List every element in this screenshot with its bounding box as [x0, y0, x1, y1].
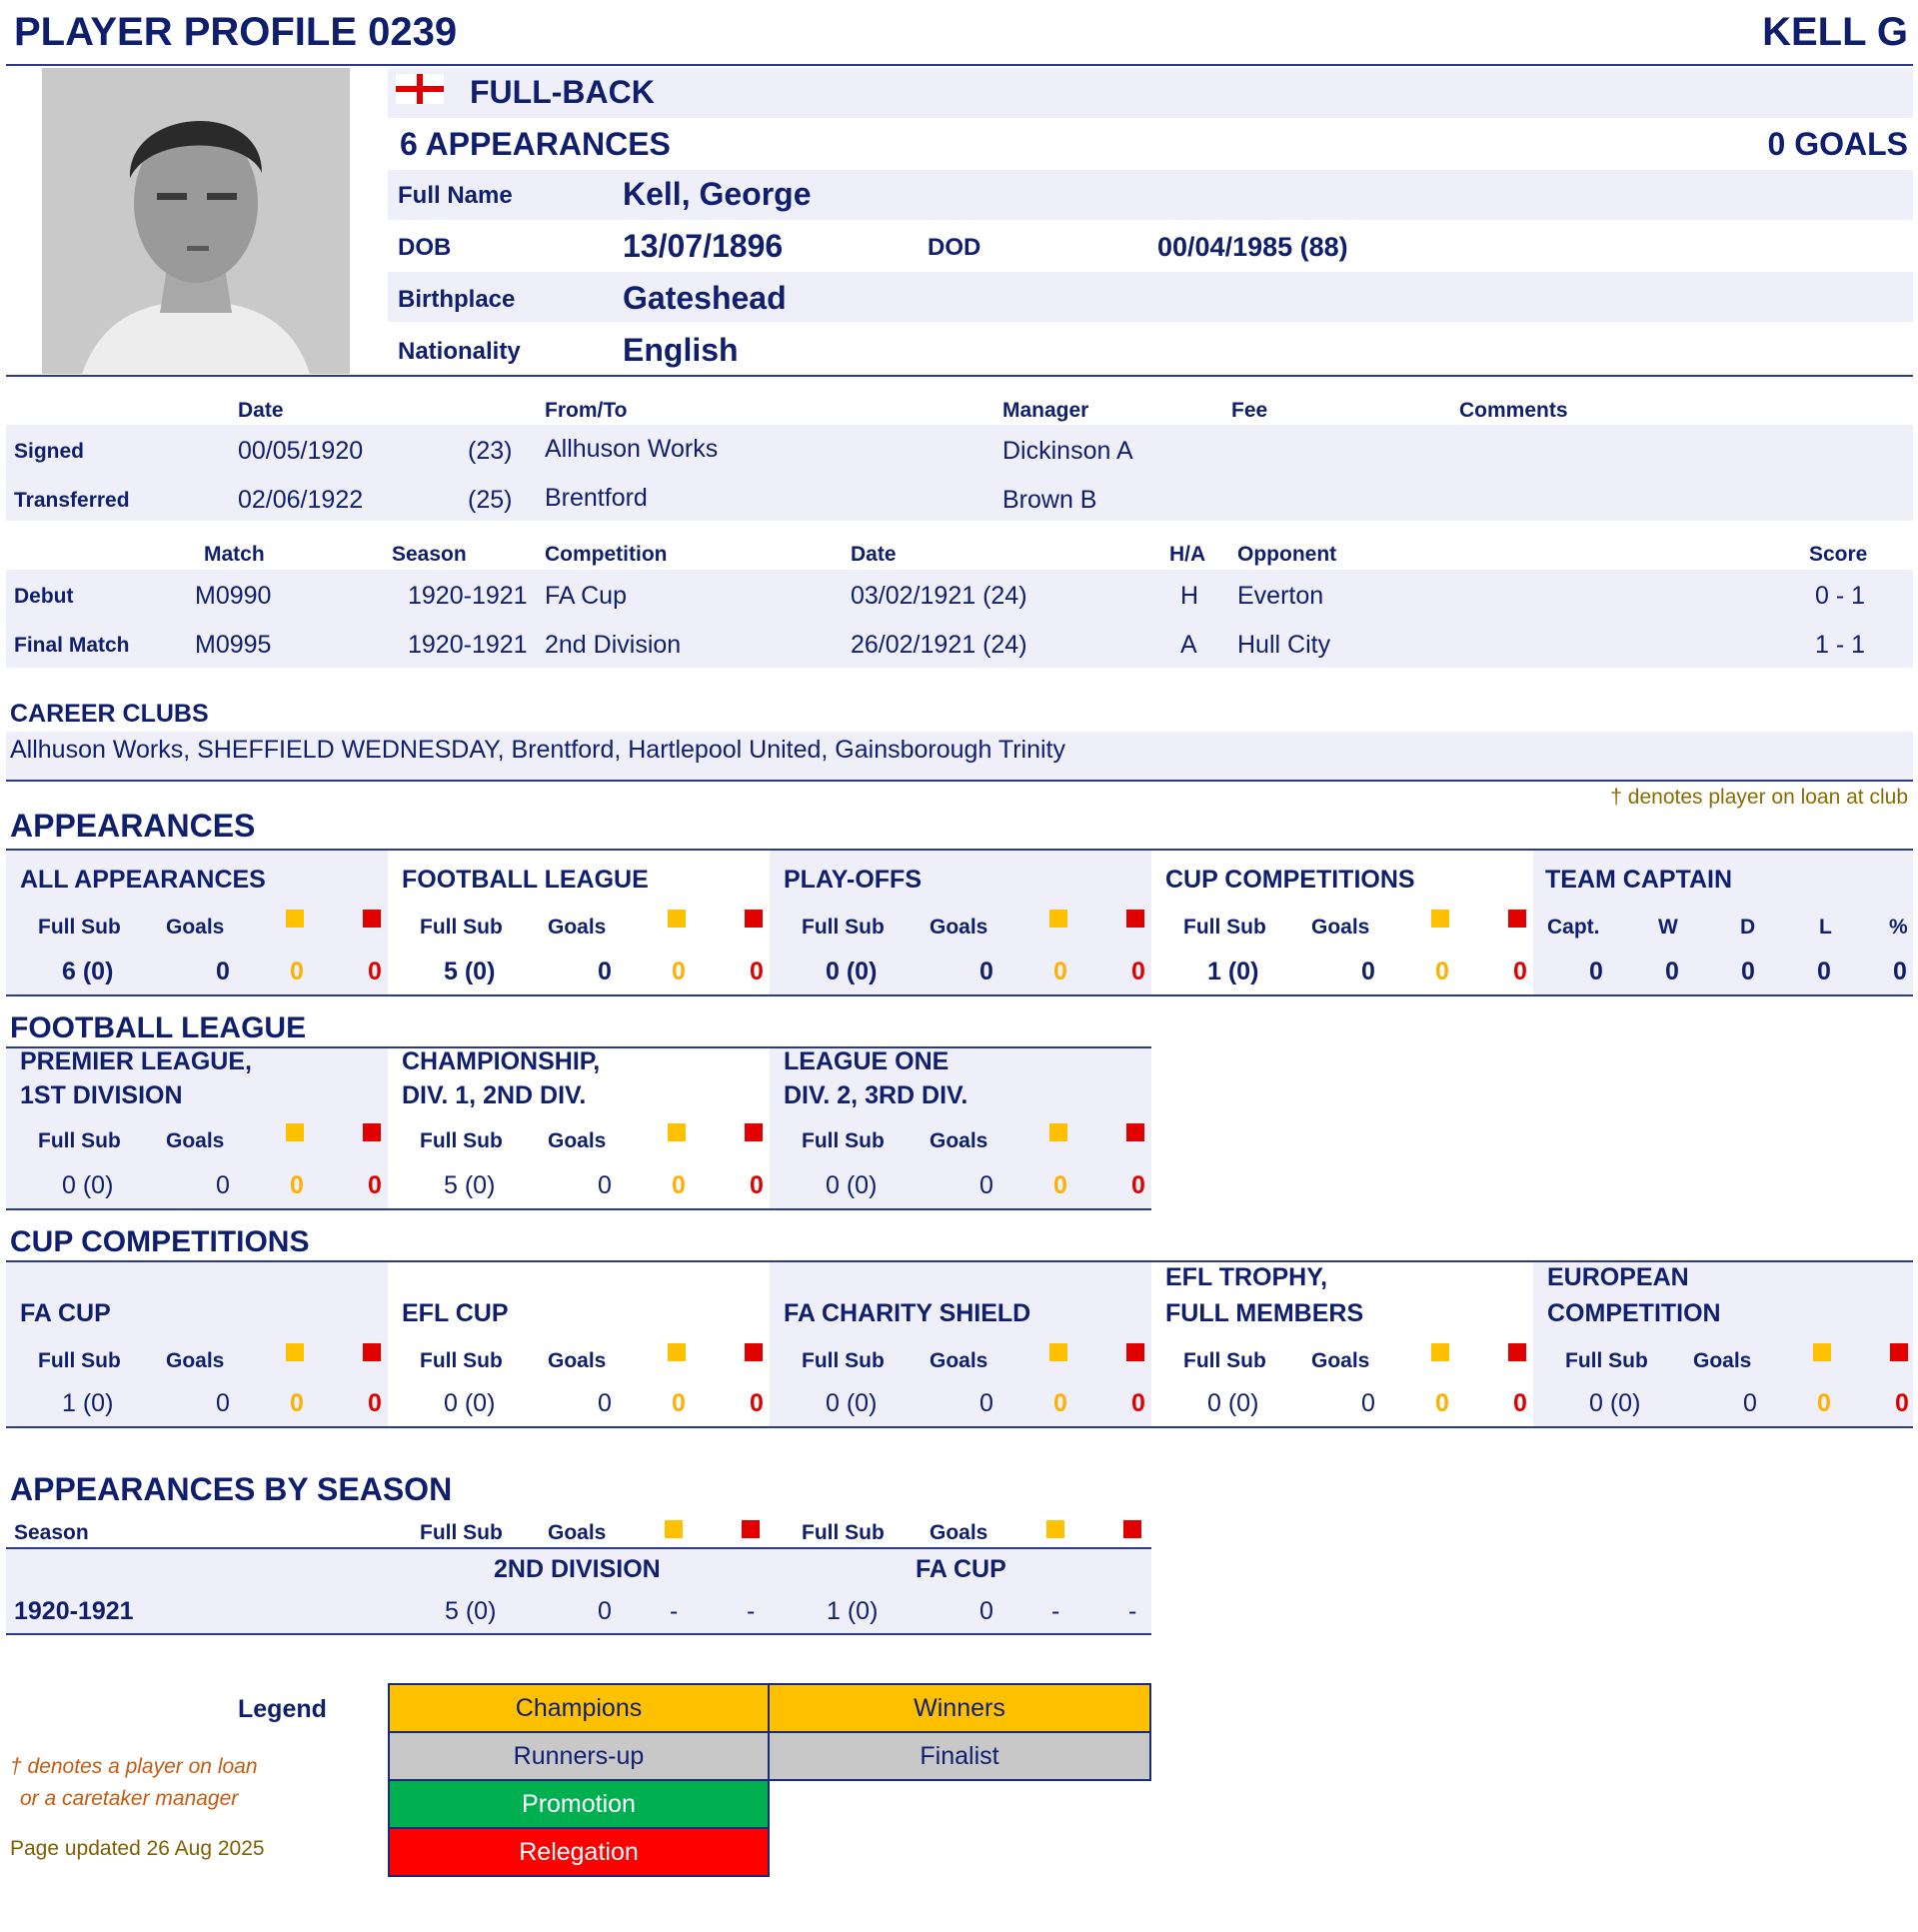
transfer-row-label: Signed	[14, 440, 85, 463]
goals-value: 0	[216, 1389, 230, 1417]
goals-value: 0	[979, 1389, 993, 1417]
red-cards-value: 0	[368, 1389, 382, 1417]
red-card-icon	[1126, 1123, 1144, 1141]
loan-note: † denotes player on loan at club	[1610, 786, 1908, 809]
cups-bottom-line	[6, 1426, 1913, 1428]
transfer-row-manager: Brown B	[1002, 486, 1097, 514]
red-card-icon	[745, 1123, 763, 1141]
fullsub-value: 0 (0)	[826, 1389, 878, 1417]
goals-value: 0	[598, 958, 612, 985]
match-row-id: M0990	[195, 582, 272, 610]
legend-champions-label: Champions	[515, 1693, 643, 1722]
red-card-icon	[745, 1343, 763, 1361]
match-row-season: 1920-1921	[408, 631, 528, 659]
fullsub-header: Full Sub	[802, 1129, 885, 1152]
page-title: PLAYER PROFILE 0239	[14, 10, 458, 54]
match-header-date: Date	[851, 543, 897, 566]
red-cards-value: 0	[1131, 958, 1145, 985]
red-cards-value: 0	[1895, 1389, 1909, 1417]
yellow-card-icon	[1049, 910, 1067, 928]
full-name-band	[388, 170, 1913, 220]
appearances-bottom-line	[6, 994, 1913, 996]
red-cards-value: 0	[368, 1171, 382, 1199]
birthplace-value: Gateshead	[623, 280, 787, 316]
full-name-value: Kell, George	[623, 176, 812, 212]
career-divider	[6, 780, 1913, 782]
transfer-row-club: Allhuson Works	[545, 435, 719, 463]
red-card-icon	[363, 1343, 381, 1361]
dod-label: DOD	[928, 234, 981, 261]
by-season-row-g1: 0	[598, 1597, 612, 1625]
by-season-fullsub-header: Full Sub	[802, 1521, 885, 1544]
goals-value: 0	[979, 1171, 993, 1199]
block-title: FULL MEMBERS	[1165, 1299, 1364, 1327]
yellow-cards-value: 0	[672, 1171, 686, 1199]
goals-value: 0	[216, 958, 230, 985]
goals-total: 0 GOALS	[1767, 126, 1908, 162]
by-season-row-r1: -	[747, 1597, 756, 1625]
transfer-header-date: Date	[238, 399, 284, 422]
full-name-label: Full Name	[398, 182, 513, 209]
block-title: PREMIER LEAGUE,	[20, 1047, 252, 1075]
transfer-row-manager: Dickinson A	[1002, 437, 1133, 465]
goals-header: Goals	[548, 916, 607, 939]
transfer-header-fee: Fee	[1231, 399, 1268, 422]
goals-value: 0	[979, 958, 993, 985]
transfer-row-age: (23)	[468, 437, 513, 465]
by-season-comp1: 2ND DIVISION	[494, 1555, 661, 1583]
nationality-label: Nationality	[398, 338, 521, 365]
yellow-card-icon	[1046, 1520, 1064, 1538]
goals-header: Goals	[930, 1129, 988, 1152]
yellow-card-icon	[668, 1123, 686, 1141]
match-row-label: Debut	[14, 585, 74, 608]
red-cards-value: 0	[368, 958, 382, 985]
career-clubs-list: Allhuson Works, SHEFFIELD WEDNESDAY, Brentford, Hartlepool United, Gainsborough Trinity	[10, 736, 1065, 764]
yellow-card-icon	[286, 1123, 304, 1141]
profile-divider	[6, 375, 1913, 377]
fullsub-header: Full Sub	[38, 1349, 121, 1372]
legend-relegation-label: Relegation	[519, 1837, 639, 1866]
transfer-row-club: Brentford	[545, 484, 648, 512]
red-cards-value: 0	[1513, 1389, 1527, 1417]
football-league-title: FOOTBALL LEAGUE	[10, 1011, 307, 1044]
by-season-title: APPEARANCES BY SEASON	[10, 1471, 453, 1507]
red-card-icon	[363, 910, 381, 928]
captain-header-pct: %	[1889, 916, 1908, 939]
fullsub-value: 0 (0)	[1589, 1389, 1641, 1417]
red-card-icon	[363, 1123, 381, 1141]
red-cards-value: 0	[750, 1389, 764, 1417]
yellow-cards-value: 0	[1435, 958, 1449, 985]
red-card-icon	[1123, 1520, 1141, 1538]
transfer-header-from-to: From/To	[545, 399, 628, 422]
goals-header: Goals	[166, 916, 225, 939]
match-header-season: Season	[392, 543, 467, 566]
by-season-row-g2: 0	[979, 1597, 993, 1625]
fullsub-header: Full Sub	[802, 916, 885, 939]
block-title: 1ST DIVISION	[20, 1081, 183, 1109]
goals-value: 0	[1361, 958, 1375, 985]
block-title: EFL CUP	[402, 1299, 509, 1327]
legend-runners-up	[388, 1731, 770, 1781]
captain-capt-value: 0	[1589, 958, 1603, 985]
yellow-card-icon	[668, 1343, 686, 1361]
captain-header-l: L	[1819, 916, 1832, 939]
nationality-value: English	[623, 332, 739, 368]
goals-header: Goals	[1311, 1349, 1370, 1372]
birthplace-label: Birthplace	[398, 286, 516, 313]
block-title: CHAMPIONSHIP,	[402, 1047, 601, 1075]
yellow-card-icon	[1049, 1343, 1067, 1361]
by-season-row-season: 1920-1921	[14, 1597, 134, 1625]
fullsub-header: Full Sub	[38, 916, 121, 939]
transfer-row-date: 00/05/1920	[238, 437, 364, 465]
goals-header: Goals	[930, 916, 988, 939]
fullsub-value: 5 (0)	[444, 958, 496, 985]
yellow-cards-value: 0	[672, 958, 686, 985]
yellow-cards-value: 0	[1817, 1389, 1831, 1417]
appearances-total: 6 APPEARANCES	[400, 126, 671, 162]
yellow-cards-value: 0	[672, 1389, 686, 1417]
by-season-bottom-line	[6, 1633, 1151, 1635]
yellow-card-icon	[665, 1520, 683, 1538]
transfer-header-manager: Manager	[1002, 399, 1089, 422]
birthplace-band	[388, 272, 1913, 322]
legend-finalist	[768, 1731, 1151, 1781]
captain-l-value: 0	[1817, 958, 1831, 985]
league-bottom-line	[6, 1208, 1151, 1210]
cup-competitions-title: CUP COMPETITIONS	[10, 1225, 310, 1258]
yellow-card-icon	[1431, 910, 1449, 928]
fullsub-value: 0 (0)	[1207, 1389, 1259, 1417]
player-short-name: KELL G	[1762, 10, 1908, 54]
by-season-goals-header: Goals	[930, 1521, 988, 1544]
transfer-row-label: Transferred	[14, 489, 130, 512]
legend-champions	[388, 1683, 770, 1733]
legend-loan-note-2: or a caretaker manager	[20, 1787, 239, 1810]
dob-value: 13/07/1896	[623, 228, 784, 264]
legend-promotion	[388, 1779, 770, 1829]
by-season-row-fs2: 1 (0)	[827, 1597, 879, 1625]
match-row-date: 03/02/1921 (24)	[851, 582, 1027, 610]
goals-header: Goals	[548, 1129, 607, 1152]
fullsub-value: 6 (0)	[62, 958, 114, 985]
captain-pct-value: 0	[1893, 958, 1907, 985]
captain-header-w: W	[1658, 916, 1678, 939]
by-season-row-y2: -	[1051, 1597, 1060, 1625]
red-card-icon	[1508, 1343, 1526, 1361]
match-header-score: Score	[1809, 543, 1868, 566]
goals-header: Goals	[166, 1129, 225, 1152]
legend-promotion-label: Promotion	[522, 1789, 636, 1818]
match-row-opponent: Hull City	[1237, 631, 1331, 659]
red-cards-value: 0	[750, 1171, 764, 1199]
by-season-goals-header: Goals	[548, 1521, 607, 1544]
match-header-match: Match	[204, 543, 265, 566]
block-title: FOOTBALL LEAGUE	[402, 866, 649, 894]
block-title: FA CHARITY SHIELD	[784, 1299, 1031, 1327]
red-card-icon	[742, 1520, 760, 1538]
by-season-row-y1: -	[670, 1597, 679, 1625]
goals-value: 0	[1743, 1389, 1757, 1417]
goals-value: 0	[598, 1171, 612, 1199]
by-season-row-fs1: 5 (0)	[445, 1597, 497, 1625]
fullsub-header: Full Sub	[420, 916, 503, 939]
transfer-row-date: 02/06/1922	[238, 486, 364, 514]
yellow-cards-value: 0	[1053, 1389, 1067, 1417]
red-cards-value: 0	[1131, 1389, 1145, 1417]
yellow-cards-value: 0	[1053, 1171, 1067, 1199]
transfer-row-age: (25)	[468, 486, 513, 514]
block-title: COMPETITION	[1547, 1299, 1721, 1327]
goals-value: 0	[216, 1171, 230, 1199]
page-updated: Page updated 26 Aug 2025	[10, 1837, 265, 1860]
yellow-cards-value: 0	[290, 1171, 304, 1199]
legend-finalist-label: Finalist	[920, 1741, 999, 1770]
match-row-score: 0 - 1	[1815, 582, 1866, 610]
appearances-title: APPEARANCES	[10, 808, 256, 844]
captain-d-value: 0	[1741, 958, 1755, 985]
goals-header: Goals	[1693, 1349, 1752, 1372]
yellow-cards-value: 0	[1435, 1389, 1449, 1417]
by-season-row-r2: -	[1128, 1597, 1137, 1625]
fullsub-header: Full Sub	[1565, 1349, 1648, 1372]
block-title: EUROPEAN	[1547, 1263, 1689, 1291]
block-title: PLAY-OFFS	[784, 866, 922, 894]
england-flag-icon	[396, 74, 444, 104]
yellow-card-icon	[1431, 1343, 1449, 1361]
match-row-opponent: Everton	[1237, 582, 1324, 610]
fullsub-header: Full Sub	[420, 1349, 503, 1372]
goals-value: 0	[1361, 1389, 1375, 1417]
fullsub-value: 0 (0)	[826, 958, 878, 985]
team-captain-title: TEAM CAPTAIN	[1545, 866, 1733, 894]
by-season-comp2: FA CUP	[916, 1555, 1006, 1583]
legend-winners	[768, 1683, 1151, 1733]
match-row-label: Final Match	[14, 634, 130, 657]
block-title: ALL APPEARANCES	[20, 866, 266, 894]
goals-header: Goals	[548, 1349, 607, 1372]
red-cards-value: 0	[1131, 1171, 1145, 1199]
dod-value: 00/04/1985 (88)	[1157, 232, 1348, 262]
goals-header: Goals	[930, 1349, 988, 1372]
fullsub-header: Full Sub	[1183, 1349, 1266, 1372]
legend-loan-note-1: † denotes a player on loan	[10, 1755, 258, 1778]
captain-header-d: D	[1740, 916, 1756, 939]
block-title: FA CUP	[20, 1299, 111, 1327]
red-card-icon	[1508, 910, 1526, 928]
career-clubs-title: CAREER CLUBS	[10, 700, 209, 728]
yellow-cards-value: 0	[290, 958, 304, 985]
block-title: CUP COMPETITIONS	[1165, 866, 1415, 894]
red-cards-value: 0	[750, 958, 764, 985]
fullsub-value: 5 (0)	[444, 1171, 496, 1199]
fullsub-value: 1 (0)	[1207, 958, 1259, 985]
fullsub-header: Full Sub	[802, 1349, 885, 1372]
fullsub-value: 0 (0)	[444, 1389, 496, 1417]
block-title: EFL TROPHY,	[1165, 1263, 1328, 1291]
yellow-card-icon	[286, 1343, 304, 1361]
fullsub-header: Full Sub	[1183, 916, 1266, 939]
match-row-id: M0995	[195, 631, 272, 659]
match-row-competition: FA Cup	[545, 582, 627, 610]
red-card-icon	[1126, 1343, 1144, 1361]
red-card-icon	[745, 910, 763, 928]
match-row-score: 1 - 1	[1815, 631, 1866, 659]
legend-relegation	[388, 1827, 770, 1877]
red-card-icon	[1126, 910, 1144, 928]
player-portrait-icon	[42, 68, 350, 374]
goals-header: Goals	[166, 1349, 225, 1372]
yellow-cards-value: 0	[1053, 958, 1067, 985]
yellow-card-icon	[1813, 1343, 1831, 1361]
red-cards-value: 0	[1513, 958, 1527, 985]
fullsub-value: 0 (0)	[826, 1171, 878, 1199]
match-row-ha: A	[1180, 631, 1197, 659]
player-position: FULL-BACK	[470, 74, 655, 110]
legend-runners-up-label: Runners-up	[513, 1741, 645, 1770]
fullsub-value: 1 (0)	[62, 1389, 114, 1417]
fullsub-value: 0 (0)	[62, 1171, 114, 1199]
match-header-competition: Competition	[545, 543, 668, 566]
transfer-header-comments: Comments	[1459, 399, 1568, 422]
match-row-date: 26/02/1921 (24)	[851, 631, 1027, 659]
fullsub-header: Full Sub	[38, 1129, 121, 1152]
by-season-fullsub-header: Full Sub	[420, 1521, 503, 1544]
match-row-competition: 2nd Division	[545, 631, 682, 659]
match-row-ha: H	[1180, 582, 1199, 610]
fullsub-header: Full Sub	[420, 1129, 503, 1152]
dob-label: DOB	[398, 234, 452, 261]
yellow-card-icon	[1049, 1123, 1067, 1141]
goals-header: Goals	[1311, 916, 1370, 939]
legend-winners-label: Winners	[914, 1693, 1005, 1722]
block-title: DIV. 2, 3RD DIV.	[784, 1081, 968, 1109]
captain-w-value: 0	[1665, 958, 1679, 985]
block-title: LEAGUE ONE	[784, 1047, 950, 1075]
match-row-season: 1920-1921	[408, 582, 528, 610]
goals-value: 0	[598, 1389, 612, 1417]
match-header-ha: H/A	[1169, 543, 1206, 566]
player-photo	[42, 68, 350, 374]
block-title: DIV. 1, 2ND DIV.	[402, 1081, 587, 1109]
header-divider	[6, 64, 1913, 66]
captain-header-capt: Capt.	[1547, 916, 1600, 939]
legend-title: Legend	[238, 1695, 327, 1723]
yellow-cards-value: 0	[290, 1389, 304, 1417]
yellow-card-icon	[286, 910, 304, 928]
match-header-opponent: Opponent	[1237, 543, 1337, 566]
by-season-season-header: Season	[14, 1521, 89, 1544]
red-card-icon	[1890, 1343, 1908, 1361]
yellow-card-icon	[668, 910, 686, 928]
